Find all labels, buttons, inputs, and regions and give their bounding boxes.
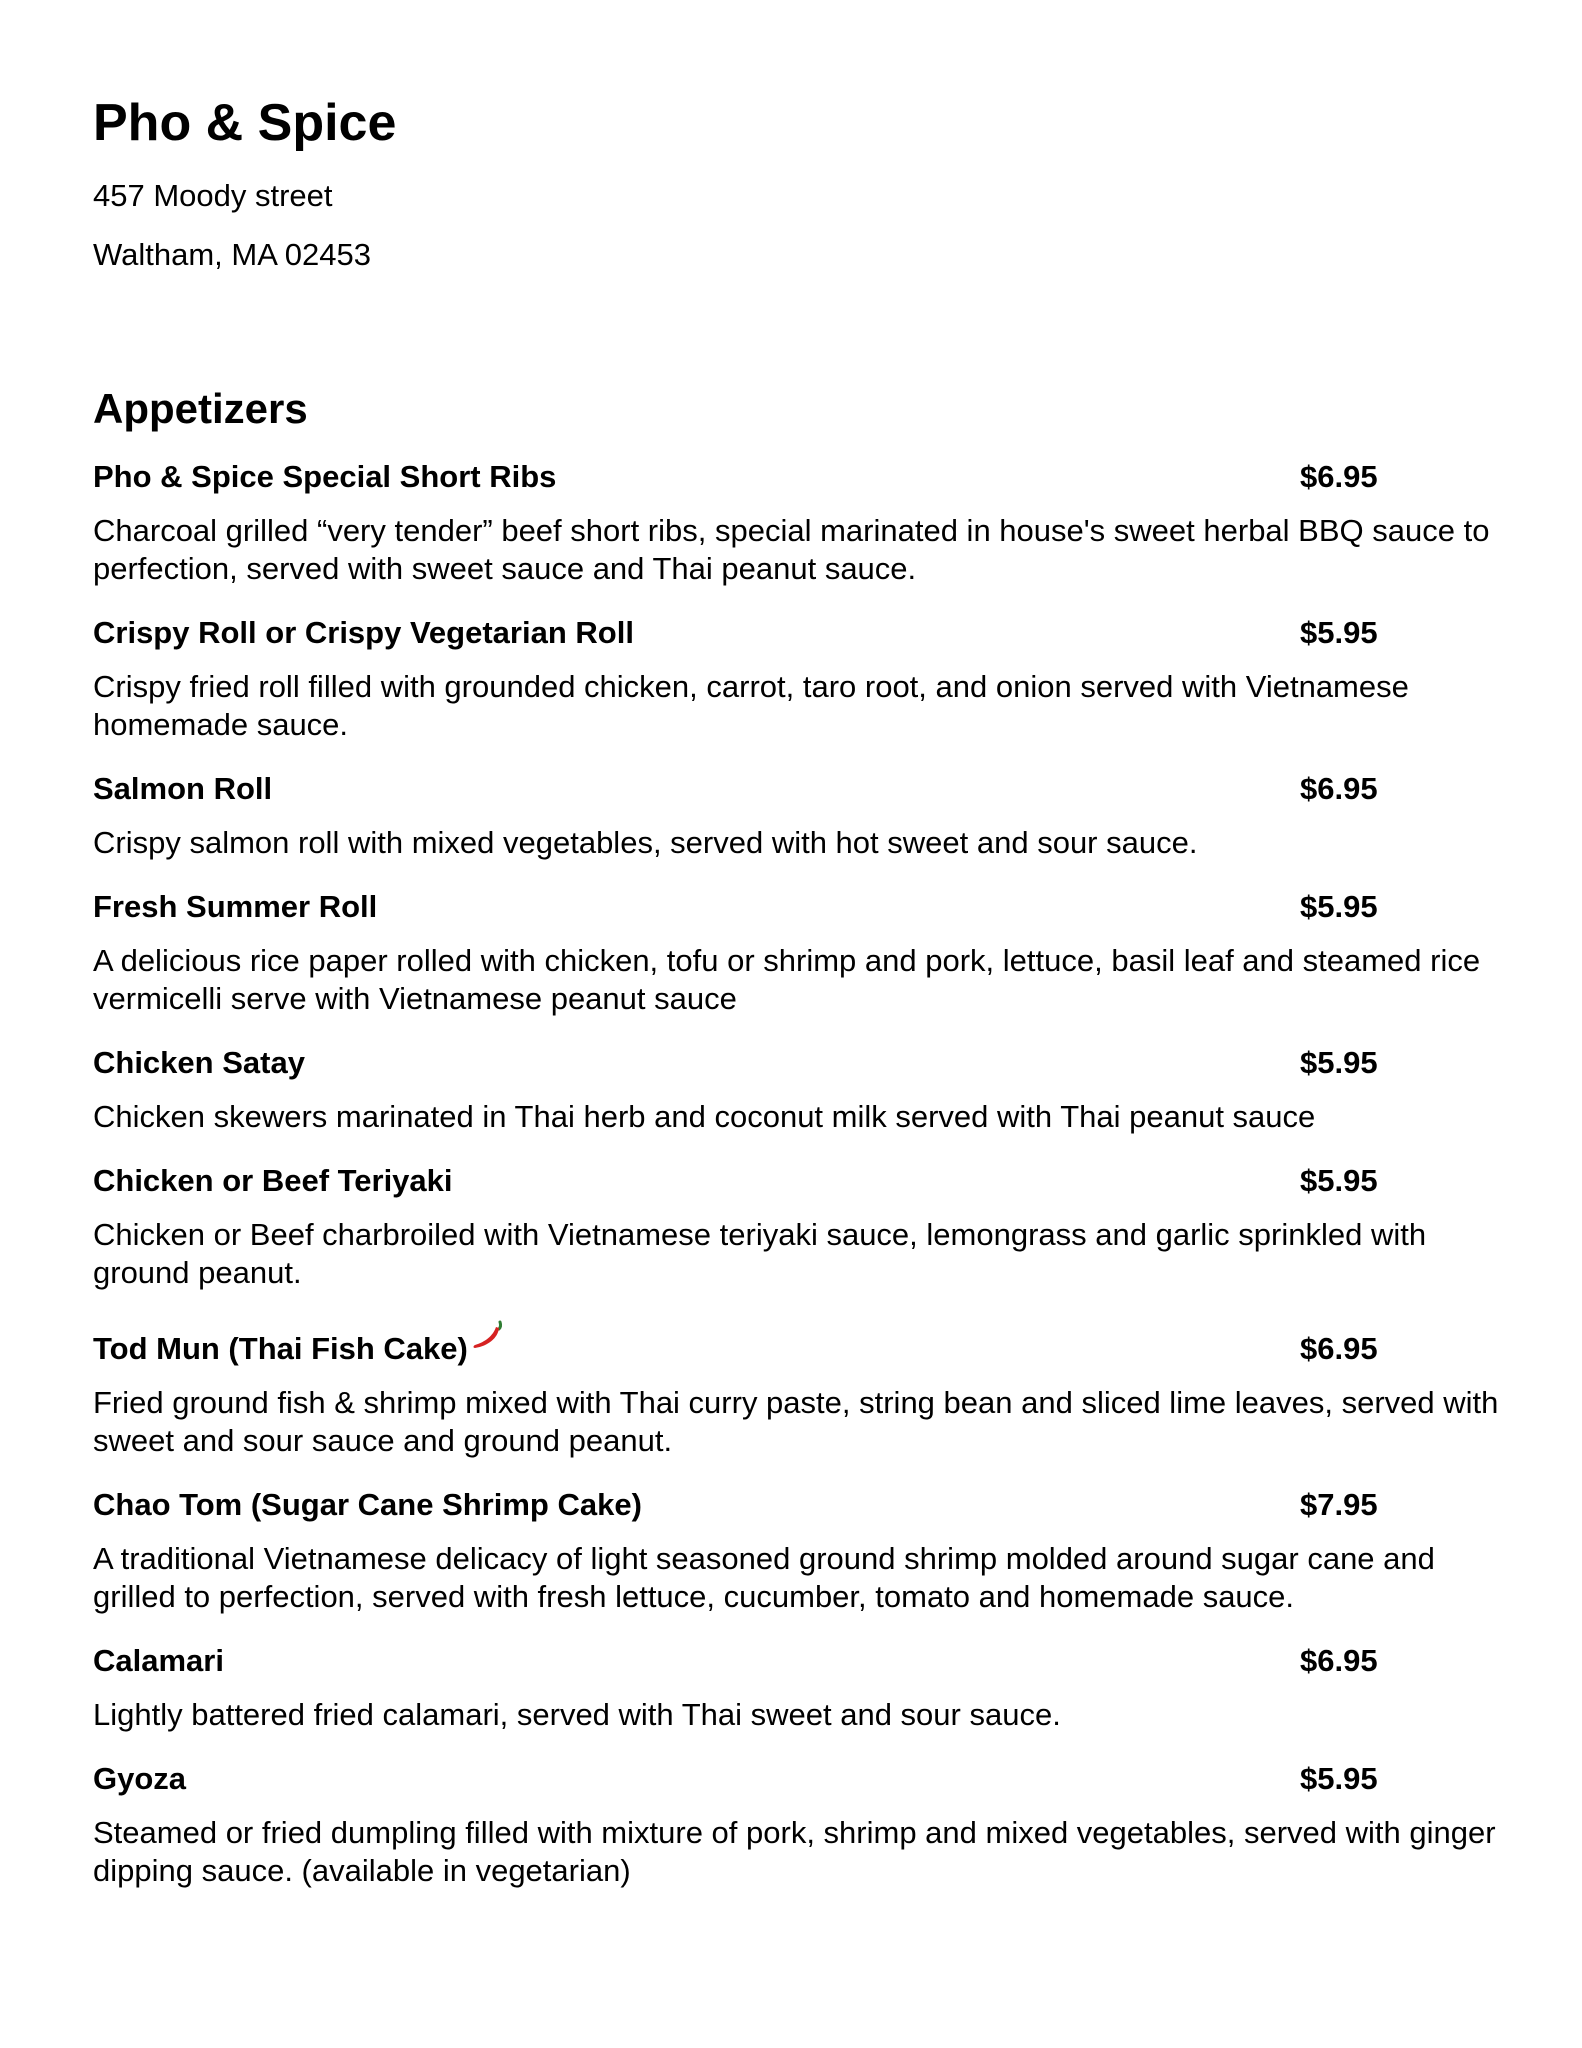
item-name: Tod Mun (Thai Fish Cake) [93,1331,468,1366]
item-name: Chao Tom (Sugar Cane Shrimp Cake) [93,1487,642,1522]
address-city: Waltham, MA 02453 [93,237,371,272]
item-name: Chicken or Beef Teriyaki [93,1163,453,1198]
menu-item [93,884,1503,1040]
item-price: $5.95 [1300,1045,1378,1080]
item-description: Chicken or Beef charbroiled with Vietnamese teriyaki sauce, lemongrass and garlic sprinkled with ground peanut. [93,1217,1427,1290]
item-price: $6.95 [1300,771,1378,806]
menu-item [93,454,1503,610]
item-description: Fried ground fish & shrimp mixed with Thai curry paste, string bean and sliced lime leaves, served with sweet and sour sauce and ground peanut. [93,1385,1499,1458]
menu-item [93,1638,1503,1756]
item-description: Crispy fried roll filled with grounded chicken, carrot, taro root, and onion served with Vietnamese homemade sauce. [93,669,1409,742]
item-description: Chicken skewers marinated in Thai herb and coconut milk served with Thai peanut sauce [93,1099,1316,1134]
item-price: $6.95 [1300,459,1378,494]
menu-item [93,1040,1503,1158]
item-description: A delicious rice paper rolled with chicken, tofu or shrimp and pork, lettuce, basil leaf and steamed rice vermicelli serve with Vietnamese peanut sauce [93,943,1481,1016]
section-title-appetizers: Appetizers [93,385,308,432]
item-price: $6.95 [1300,1331,1378,1366]
item-description: Lightly battered fried calamari, served with Thai sweet and sour sauce. [93,1697,1061,1732]
item-price: $5.95 [1300,615,1378,650]
menu-item [93,1756,1503,1890]
item-name-wrapper [93,1326,506,1372]
restaurant-name: Pho & Spice [93,94,397,152]
item-name: Salmon Roll [93,771,273,806]
menu-item [93,610,1503,766]
menu-item [93,766,1503,884]
item-name: Chicken Satay [93,1045,305,1080]
menu-item [93,1158,1503,1326]
item-name: Calamari [93,1643,224,1678]
item-description: A traditional Vietnamese delicacy of light seasoned ground shrimp molded around sugar cane and grilled to perfection, served with fresh lettuce, cucumber, tomato and homemade sauce. [93,1541,1435,1614]
menu-item [93,1326,1503,1482]
item-description: Steamed or fried dumpling filled with mixture of pork, shrimp and mixed vegetables, served with ginger dipping sauce. (available in vegetarian) [93,1815,1496,1888]
item-name: Crispy Roll or Crispy Vegetarian Roll [93,615,634,650]
item-price: $5.95 [1300,1761,1378,1796]
item-price: $7.95 [1300,1487,1378,1522]
item-name: Pho & Spice Special Short Ribs [93,459,557,494]
item-name: Gyoza [93,1761,187,1796]
item-price: $5.95 [1300,1163,1378,1198]
address-street: 457 Moody street [93,178,333,213]
item-name: Fresh Summer Roll [93,889,378,924]
item-description: Charcoal grilled “very tender” beef short ribs, special marinated in house's sweet herbal BBQ sauce to perfection, served with sweet sauce and Thai peanut sauce. [93,513,1490,586]
item-price: $5.95 [1300,889,1378,924]
chili-pepper-icon [470,1318,506,1354]
menu-item [93,1482,1503,1638]
item-price: $6.95 [1300,1643,1378,1678]
appetizers-list [93,454,1503,1890]
item-description: Crispy salmon roll with mixed vegetables, served with hot sweet and sour sauce. [93,825,1198,860]
